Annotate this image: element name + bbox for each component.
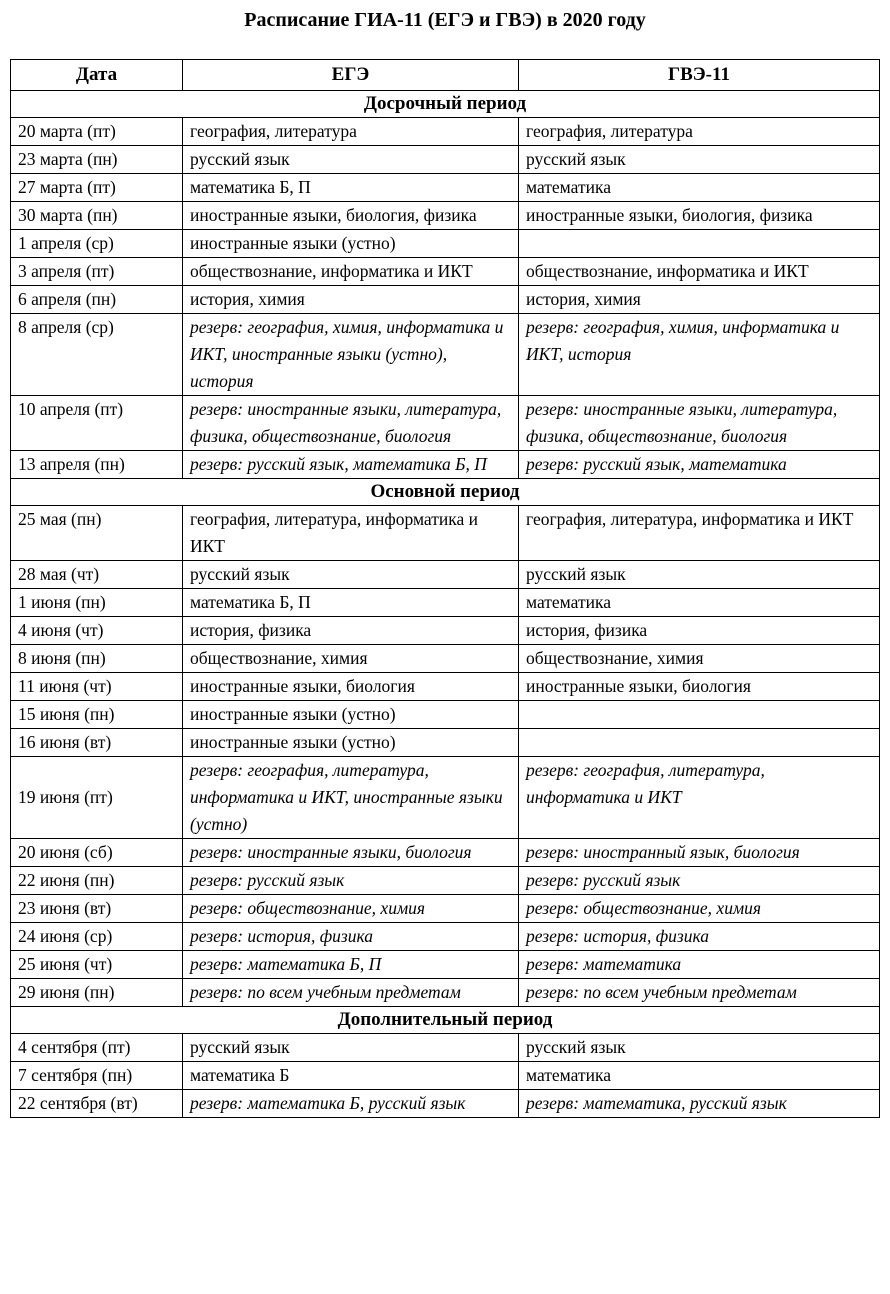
cell-gve: резерв: математика, русский язык bbox=[519, 1090, 880, 1118]
cell-ege: иностранные языки, биология bbox=[183, 673, 519, 701]
cell-date: 11 июня (чт) bbox=[11, 673, 183, 701]
table-row bbox=[11, 589, 880, 617]
cell-ege: резерв: история, физика bbox=[183, 923, 519, 951]
cell-ege: резерв: география, литература, информатика и ИКТ, иностранные языки (устно) bbox=[183, 757, 519, 839]
cell-ege: иностранные языки (устно) bbox=[183, 701, 519, 729]
cell-gve: математика bbox=[519, 589, 880, 617]
cell-date: 19 июня (пт) bbox=[11, 757, 183, 839]
cell-ege: резерв: иностранные языки, биология bbox=[183, 839, 519, 867]
header-date: Дата bbox=[11, 60, 183, 91]
cell-date: 16 июня (вт) bbox=[11, 729, 183, 757]
cell-gve: русский язык bbox=[519, 146, 880, 174]
cell-date: 25 мая (пн) bbox=[11, 506, 183, 561]
cell-date: 30 марта (пн) bbox=[11, 202, 183, 230]
table-row bbox=[11, 839, 880, 867]
header-gve: ГВЭ-11 bbox=[519, 60, 880, 91]
cell-date: 29 июня (пн) bbox=[11, 979, 183, 1007]
cell-ege: иностранные языки, биология, физика bbox=[183, 202, 519, 230]
cell-gve bbox=[519, 230, 880, 258]
cell-gve: резерв: по всем учебным предметам bbox=[519, 979, 880, 1007]
cell-gve: русский язык bbox=[519, 1034, 880, 1062]
table-row bbox=[11, 230, 880, 258]
cell-date: 6 апреля (пн) bbox=[11, 286, 183, 314]
cell-date: 22 июня (пн) bbox=[11, 867, 183, 895]
cell-ege: резерв: русский язык, математика Б, П bbox=[183, 451, 519, 479]
table-row bbox=[11, 202, 880, 230]
cell-gve: география, литература, информатика и ИКТ bbox=[519, 506, 880, 561]
cell-gve: резерв: география, литература, информатика и ИКТ bbox=[519, 757, 880, 839]
cell-gve: история, физика bbox=[519, 617, 880, 645]
cell-date: 8 июня (пн) bbox=[11, 645, 183, 673]
table-row bbox=[11, 561, 880, 589]
table-header bbox=[11, 60, 880, 91]
cell-gve: резерв: иностранные языки, литература, физика, обществознание, биология bbox=[519, 396, 880, 451]
cell-date: 20 марта (пт) bbox=[11, 118, 183, 146]
cell-ege: русский язык bbox=[183, 1034, 519, 1062]
cell-gve: обществознание, химия bbox=[519, 645, 880, 673]
cell-ege: обществознание, химия bbox=[183, 645, 519, 673]
cell-gve: иностранные языки, биология bbox=[519, 673, 880, 701]
cell-date: 10 апреля (пт) bbox=[11, 396, 183, 451]
cell-gve: обществознание, информатика и ИКТ bbox=[519, 258, 880, 286]
table-row bbox=[11, 396, 880, 451]
cell-gve: математика bbox=[519, 1062, 880, 1090]
cell-date: 25 июня (чт) bbox=[11, 951, 183, 979]
cell-ege: резерв: математика Б, П bbox=[183, 951, 519, 979]
cell-gve: иностранные языки, биология, физика bbox=[519, 202, 880, 230]
cell-gve: русский язык bbox=[519, 561, 880, 589]
cell-date: 28 мая (чт) bbox=[11, 561, 183, 589]
cell-date: 23 марта (пн) bbox=[11, 146, 183, 174]
cell-gve bbox=[519, 729, 880, 757]
table-row bbox=[11, 314, 880, 396]
cell-date: 22 сентября (вт) bbox=[11, 1090, 183, 1118]
cell-date: 15 июня (пн) bbox=[11, 701, 183, 729]
table-row bbox=[11, 1034, 880, 1062]
table-row bbox=[11, 757, 880, 839]
cell-ege: история, химия bbox=[183, 286, 519, 314]
table-row bbox=[11, 923, 880, 951]
cell-ege: иностранные языки (устно) bbox=[183, 729, 519, 757]
table-row bbox=[11, 951, 880, 979]
table-row bbox=[11, 451, 880, 479]
cell-gve: резерв: математика bbox=[519, 951, 880, 979]
table-row bbox=[11, 645, 880, 673]
table-row bbox=[11, 1090, 880, 1118]
header-row bbox=[11, 60, 880, 91]
cell-date: 27 марта (пт) bbox=[11, 174, 183, 202]
table-row bbox=[11, 729, 880, 757]
cell-gve: резерв: русский язык bbox=[519, 867, 880, 895]
cell-ege: резерв: по всем учебным предметам bbox=[183, 979, 519, 1007]
cell-ege: география, литература bbox=[183, 118, 519, 146]
table-row bbox=[11, 701, 880, 729]
cell-date: 8 апреля (ср) bbox=[11, 314, 183, 396]
section-row bbox=[11, 479, 880, 506]
cell-gve: география, литература bbox=[519, 118, 880, 146]
table-row bbox=[11, 867, 880, 895]
cell-gve bbox=[519, 701, 880, 729]
cell-ege: иностранные языки (устно) bbox=[183, 230, 519, 258]
cell-date: 1 июня (пн) bbox=[11, 589, 183, 617]
cell-ege: резерв: обществознание, химия bbox=[183, 895, 519, 923]
cell-date: 4 июня (чт) bbox=[11, 617, 183, 645]
table-row bbox=[11, 979, 880, 1007]
cell-ege: история, физика bbox=[183, 617, 519, 645]
cell-date: 23 июня (вт) bbox=[11, 895, 183, 923]
table-row bbox=[11, 895, 880, 923]
cell-gve: резерв: история, физика bbox=[519, 923, 880, 951]
header-ege: ЕГЭ bbox=[183, 60, 519, 91]
cell-ege: математика Б bbox=[183, 1062, 519, 1090]
cell-date: 24 июня (ср) bbox=[11, 923, 183, 951]
section-title: Дополнительный период bbox=[11, 1007, 880, 1034]
cell-date: 20 июня (сб) bbox=[11, 839, 183, 867]
cell-gve: резерв: география, химия, информатика и ИКТ, история bbox=[519, 314, 880, 396]
page-title: Расписание ГИА-11 (ЕГЭ и ГВЭ) в 2020 году bbox=[244, 9, 646, 31]
table-row bbox=[11, 1062, 880, 1090]
table-row bbox=[11, 174, 880, 202]
table-row bbox=[11, 258, 880, 286]
cell-gve: история, химия bbox=[519, 286, 880, 314]
cell-ege: резерв: математика Б, русский язык bbox=[183, 1090, 519, 1118]
table-row bbox=[11, 118, 880, 146]
cell-gve: резерв: обществознание, химия bbox=[519, 895, 880, 923]
section-title: Досрочный период bbox=[11, 91, 880, 118]
table-row bbox=[11, 506, 880, 561]
section-title: Основной период bbox=[11, 479, 880, 506]
cell-date: 7 сентября (пн) bbox=[11, 1062, 183, 1090]
cell-gve: резерв: русский язык, математика bbox=[519, 451, 880, 479]
cell-date: 4 сентября (пт) bbox=[11, 1034, 183, 1062]
cell-ege: русский язык bbox=[183, 146, 519, 174]
cell-ege: резерв: русский язык bbox=[183, 867, 519, 895]
section-row bbox=[11, 91, 880, 118]
cell-ege: математика Б, П bbox=[183, 589, 519, 617]
cell-date: 3 апреля (пт) bbox=[11, 258, 183, 286]
table-row bbox=[11, 673, 880, 701]
cell-ege: обществознание, информатика и ИКТ bbox=[183, 258, 519, 286]
cell-ege: резерв: география, химия, информатика и ИКТ, иностранные языки (устно), история bbox=[183, 314, 519, 396]
cell-date: 13 апреля (пн) bbox=[11, 451, 183, 479]
section-row bbox=[11, 1007, 880, 1034]
cell-ege: география, литература, информатика и ИКТ bbox=[183, 506, 519, 561]
cell-ege: математика Б, П bbox=[183, 174, 519, 202]
table-body bbox=[11, 91, 880, 1118]
table-row bbox=[11, 146, 880, 174]
schedule-table bbox=[10, 59, 880, 1118]
table-row bbox=[11, 617, 880, 645]
cell-date: 1 апреля (ср) bbox=[11, 230, 183, 258]
cell-ege: русский язык bbox=[183, 561, 519, 589]
cell-ege: резерв: иностранные языки, литература, физика, обществознание, биология bbox=[183, 396, 519, 451]
cell-gve: резерв: иностранный язык, биология bbox=[519, 839, 880, 867]
table-row bbox=[11, 286, 880, 314]
cell-gve: математика bbox=[519, 174, 880, 202]
